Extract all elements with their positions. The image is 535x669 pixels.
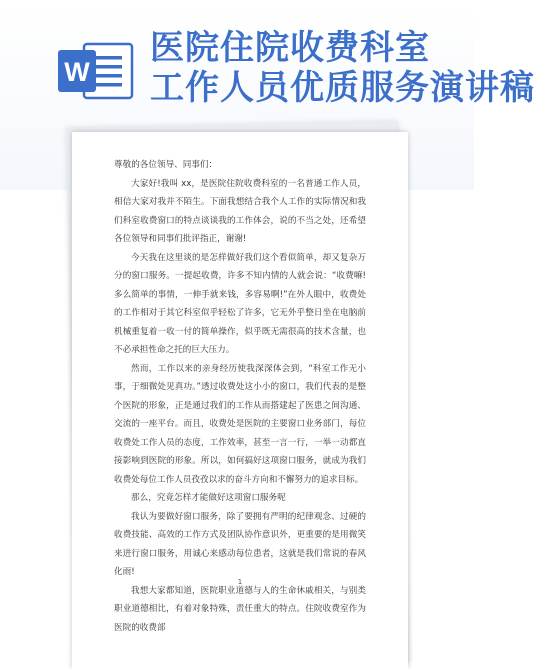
document-page <box>72 132 408 669</box>
document-title <box>150 28 535 108</box>
page-number: 1 <box>237 578 243 586</box>
document-body <box>114 156 366 637</box>
paragraph-1: 大家好!我叫 xx，是医院住院收费科室的一名普通工作人员，相信大家对我并不陌生。下面我想结合我个人工作的实际情况和我们科室收费窗口的特点谈谈我的工作体会，说的不当之处，还希望各位领导和同事们批评指正，谢谢! <box>114 178 366 244</box>
paragraph-6: 我想大家都知道，医院职业道德与人的生命休戚相关，与别类职业道德相比，有着对象特殊，责任重大的特点。住院收费室作为医院的收费部 <box>114 585 366 633</box>
paragraph-4: 那么，究竟怎样才能做好这项窗口服务呢 <box>131 493 286 503</box>
logo-letter: W <box>64 57 90 87</box>
title-line-1: 医院住院收费科室 <box>150 28 430 68</box>
paragraph-2: 今天我在这里谈的是怎样做好我们这个看似简单，却又复杂万分的窗口服务。一提起收费，许多不知内情的人就会说：“收费嘛!多么简单的事情，一伸手就来钱，多容易啊!”在外人眼中，收费处的工作相对于其它科室似乎轻松了许多，它无外乎整日坐在电脑前机械重复着一收一付的简单操作，似乎既无需很高的技术含量，也不必承担性命之托的巨大压力。 <box>114 252 366 355</box>
paragraph-3: 然而，工作以来的亲身经历使我深深体会到，“科室工作无小事，于细微处见真功。”透过收费处这小小的窗口，我们代表的是整个医院的形象，正是通过我们的工作从而搭建起了医患之间沟通、交流的一座平台。而且，收费处是医院的主要窗口业务部门，每位收费处工作人员的态度，工作效率，甚至一言一行，一举一动都直接影响到医院的形象。所以，如何搞好这项窗口服务，就成为我们收费处每位工作人员孜孜以求的奋斗方向和不懈努力的追求目标。 <box>114 363 366 485</box>
title-line-2: 工作人员优质服务演讲稿 <box>150 68 535 108</box>
paragraph-5: 我认为要做好窗口服务，除了要拥有严明的纪律观念、过硬的收费技能、高效的工作方式及团队协作意识外，更重要的是用微笑来进行窗口服务，用诚心来感动每位患者，这就是我们常说的春风化雨! <box>114 511 366 577</box>
word-logo-icon <box>58 40 134 102</box>
salutation: 尊敬的各位领导、同事们： <box>114 160 218 170</box>
